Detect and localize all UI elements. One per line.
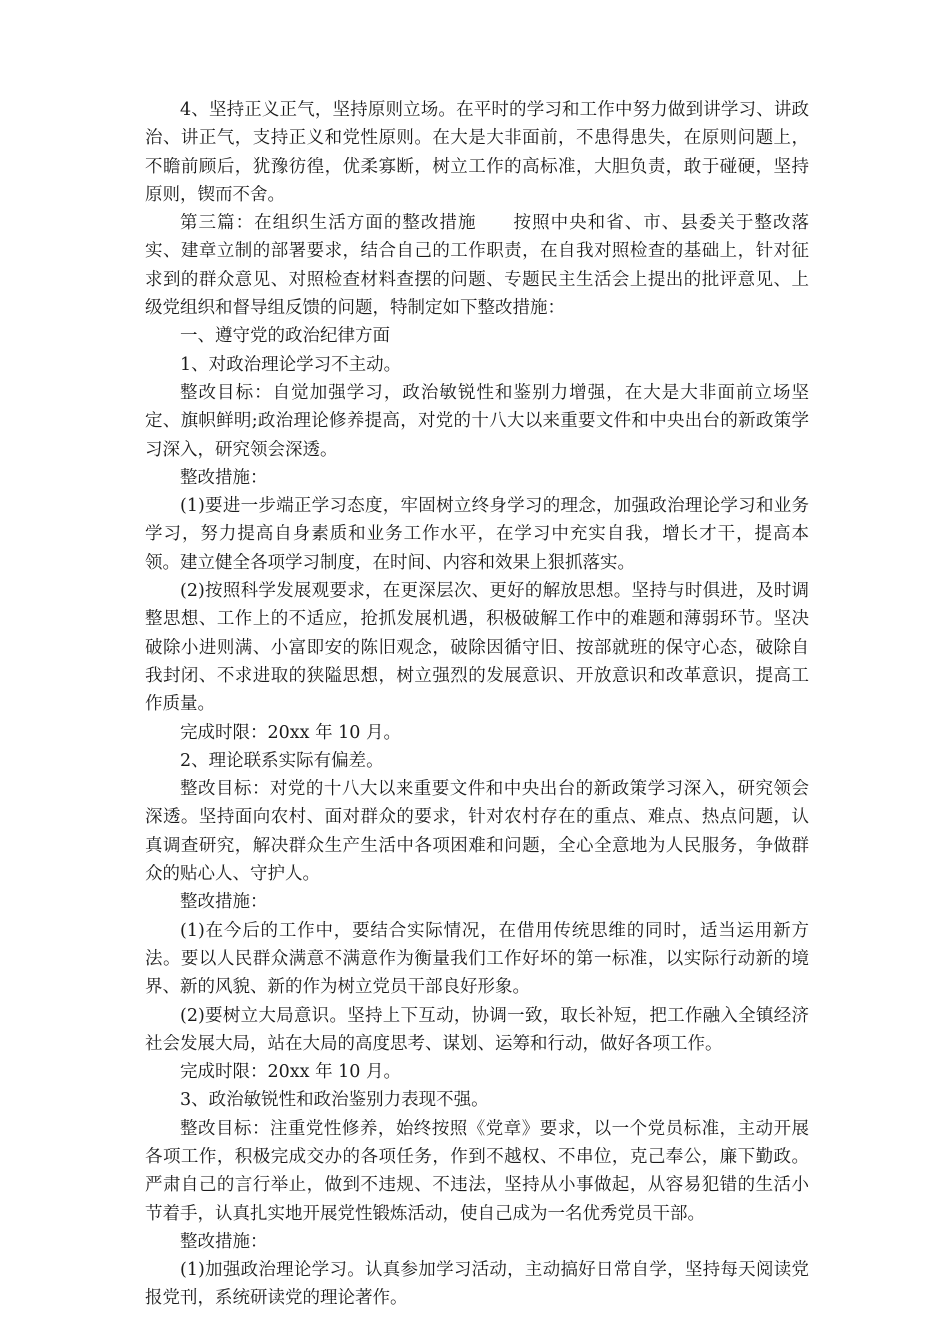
paragraph-goal-1: 整改目标：自觉加强学习，政治敏锐性和鉴别力增强，在大是大非面前立场坚定、旗帜鲜明;政治理论修养提高，对党的十八大以来重要文件和中央出台的新政策学习深入，研究领会深透。 [145, 382, 809, 460]
section-heading-political-discipline: 一、遵守党的政治纪律方面 [180, 326, 390, 347]
paragraph-part-three-intro: 第三篇：在组织生活方面的整改措施 按照中央和省、市、县委关于整改落实、建章立制的部署要求，结合自己的工作职责，在自我对照检查的基础上，针对征求到的群众意见、对照检查材料查摆的问题、专题民主生活会上提出的批评意见、上级党组织和督导组反馈的问题，特制定如下整改措施： [145, 213, 809, 319]
deadline-2: 完成时限：20xx 年 10 月。 [180, 1062, 401, 1083]
measures-label-3: 整改措施： [180, 1231, 268, 1252]
measures-label-1: 整改措施： [180, 467, 268, 488]
document-body [145, 96, 809, 1313]
paragraph-goal-3: 整改目标：注重党性修养，始终按照《党章》要求，以一个党员标准，主动开展各项工作，积极完成交办的各项任务，作到不越权、不串位，克己奉公，廉下勤政。严肃自己的言行举止，做到不违规、不违法，坚持从小事做起，从容易犯错的生活小节着手，认真扎实地开展党性锻炼活动，使自己成为一名优秀党员干部。 [145, 1118, 809, 1224]
measures-label-2: 整改措施： [180, 892, 268, 913]
paragraph-measure-2-1: (1)在今后的工作中，要结合实际情况，在借用传统思维的同时，适当运用新方法。要以人民群众满意不满意作为衡量我们工作好坏的第一标准，以实际行动新的境界、新的风貌、新的作为树立党员干部良好形象。 [145, 920, 809, 998]
paragraph-measure-3-1: (1)加强政治理论学习。认真参加学习活动，主动搞好日常自学，坚持每天阅读党报党刊，系统研读党的理论著作。 [145, 1260, 809, 1309]
paragraph-measure-1-2: (2)按照科学发展观要求，在更深层次、更好的解放思想。坚持与时俱进，及时调整思想、工作上的不适应，抢抓发展机遇，积极破解工作中的难题和薄弱环节。坚决破除小进则满、小富即安的陈旧观念，破除因循守旧、按部就班的保守心态，破除自我封闭、不求进取的狭隘思想，树立强烈的发展意识、开放意识和改革意识，提高工作质量。 [145, 581, 809, 715]
item-heading-3: 3、政治敏锐性和政治鉴别力表现不强。 [180, 1090, 489, 1111]
item-heading-2: 2、理论联系实际有偏差。 [180, 750, 384, 771]
deadline-1: 完成时限：20xx 年 10 月。 [180, 722, 401, 743]
paragraph-principle-stance: 4、坚持正义正气，坚持原则立场。在平时的学习和工作中努力做到讲学习、讲政治、讲正气，支持正义和党性原则。在大是大非面前，不患得患失，在原则问题上，不瞻前顾后，犹豫彷徨，优柔寡断，树立工作的高标准，大胆负责，敢于碰硬，坚持原则，锲而不舍。 [145, 100, 809, 205]
paragraph-measure-2-2: (2)要树立大局意识。坚持上下互动，协调一致，取长补短，把工作融入全镇经济社会发展大局，站在大局的高度思考、谋划、运筹和行动，做好各项工作。 [145, 1005, 809, 1054]
paragraph-goal-2: 整改目标：对党的十八大以来重要文件和中央出台的新政策学习深入，研究领会深透。坚持面向农村、面对群众的要求，针对农村存在的重点、难点、热点问题，认真调查研究，解决群众生产生活中各项困难和问题，全心全意地为人民服务，争做群众的贴心人、守护人。 [145, 779, 809, 885]
item-heading-1: 1、对政治理论学习不主动。 [180, 354, 402, 375]
paragraph-measure-1-1: (1)要进一步端正学习态度，牢固树立终身学习的理念，加强政治理论学习和业务学习，努力提高自身素质和业务工作水平，在学习中充实自我，增长才干，提高本领。建立健全各项学习制度，在时间、内容和效果上狠抓落实。 [145, 496, 809, 573]
